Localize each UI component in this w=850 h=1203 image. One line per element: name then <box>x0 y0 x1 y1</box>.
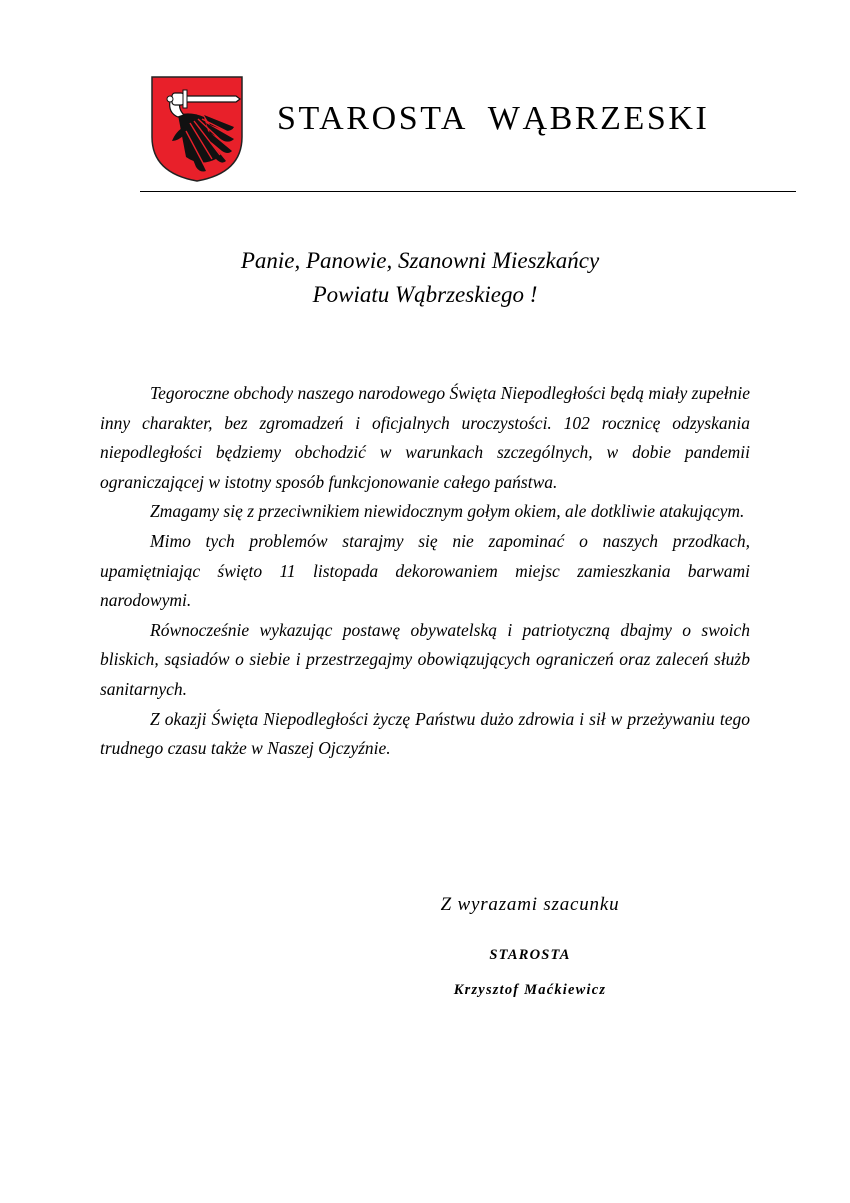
signatory-name: Krzysztof Maćkiewicz <box>453 982 607 998</box>
signatory-role: STAROSTA <box>489 947 571 963</box>
letterhead <box>150 70 800 190</box>
header-divider <box>140 191 796 192</box>
closing-regards: Z wyrazami szacunku <box>440 894 620 915</box>
body-paragraph: Zmagamy się z przeciwnikiem niewidocznym gołym okiem, ale dotkliwie atakującym. <box>150 501 745 522</box>
salutation-line-2: Powiatu Wąbrzeskiego ! <box>312 282 538 307</box>
powiat-coat-of-arms-icon <box>150 75 244 183</box>
body-paragraph: Tegoroczne obchody naszego narodowego Święta Niepodległości będą miały zupełnie inny charakter, bez zgromadzeń i oficjalnych uroczystości. 102 rocznicę odzyskania niepodległości będziemy obchodzić w warunkach szczególnych, w dobie pandemii ograniczającej w istotny sposób funkcjonowanie całego państwa. <box>100 383 750 492</box>
letter-body <box>100 379 750 764</box>
salutation-line-1: Panie, Panowie, Szanowni Mieszkańcy <box>240 248 600 273</box>
body-paragraph: Równocześnie wykazując postawę obywatelską i patriotyczną dbajmy o swoich bliskich, sąsiadów o siebie i przestrzegajmy obowiązujących ograniczeń oraz zaleceń służb sanitarnych. <box>100 619 750 699</box>
body-paragraph: Z okazji Święta Niepodległości życzę Państwu dużo zdrowia i sił w przeżywaniu tego trudnego czasu także w Naszej Ojczyźnie. <box>100 708 750 759</box>
letterhead-title: STAROSTA WĄBRZESKI <box>277 100 710 137</box>
salutation <box>0 244 850 312</box>
body-paragraph: Mimo tych problemów starajmy się nie zapominać o naszych przodkach, upamiętniając święto 11 listopada dekorowaniem miejsc zamieszkania barwami narodowymi. <box>100 530 750 611</box>
